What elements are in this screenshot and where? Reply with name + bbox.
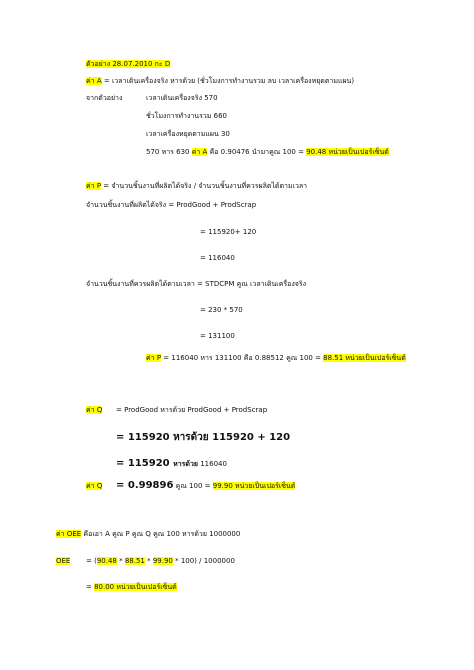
p-actual-formula: จำนวนชิ้นงานที่ผลิตได้จริง = ProdGood + ProdScrap	[86, 201, 257, 209]
a-planned-stop: เวลาเครื่องหยุดตามแผน 30	[146, 130, 230, 138]
q-step1: = 115920 หารด้วย 115920 + 120	[116, 432, 291, 443]
a-total-hours: ชั่วโมงการทำงานรวม 660	[146, 112, 227, 120]
oee-formula: = (90.48 * 88.51 * 99.90 * 100) / 1000000	[86, 557, 235, 565]
a-run-time: เวลาเดินเครื่องจริง 570	[146, 94, 218, 102]
a-label: ค่า A	[86, 77, 102, 85]
p-expected-step1: = 230 * 570	[200, 306, 243, 314]
a-calculation: 570 หาร 630 ค่า A คือ 0.90476 นำมาคูณ 100 = 90.48 หน่วยเป็นเปอร์เซ็นต์	[146, 148, 389, 156]
p-actual-step1: = 115920+ 120	[200, 228, 257, 236]
oee-result-line: = 80.00 หน่วยเป็นเปอร์เซ็นต์	[86, 583, 177, 591]
oee-label: OEE	[56, 557, 71, 565]
oee-a-value: 90.48	[96, 557, 117, 565]
p-calc-label: ค่า P	[146, 354, 162, 362]
a-from-example: จากตัวอย่าง	[86, 94, 123, 102]
p-actual-step2: = 116040	[200, 254, 235, 262]
p-calculation: ค่า P = 116040 หาร 131100 คือ 0.88512 คูณ 100 = 88.51 หน่วยเป็นเปอร์เซ็นต์	[146, 354, 406, 362]
q-calculation: = 0.99896 คูณ 100 = 99.90 หน่วยเป็นเปอร์เซ็นต์	[116, 480, 296, 491]
p-result: 88.51 หน่วยเป็นเปอร์เซ็นต์	[323, 354, 406, 362]
a-calc-label: ค่า A	[191, 148, 208, 156]
oee-label-line	[56, 558, 70, 565]
example-title: ตัวอย่าง 28.07.2010 กะ D	[86, 60, 171, 68]
q-definition-label	[86, 407, 102, 414]
p-expected-step2: = 131100	[200, 332, 235, 340]
oee-p-value: 88.51	[124, 557, 145, 565]
q-calc-label: ค่า Q	[86, 482, 103, 490]
q-label: ค่า Q	[86, 406, 103, 414]
p-expected-formula: จำนวนชิ้นงานที่ควรผลิตได้ตามเวลา = STDCPM คูณ เวลาเดินเครื่องจริง	[86, 280, 307, 288]
q-definition: = ProdGood หารด้วย ProdGood + ProdScrap	[116, 406, 268, 414]
oee-def-label: ค่า OEE	[56, 530, 82, 538]
a-result: 90.48 หน่วยเป็นเปอร์เซ็นต์	[306, 148, 389, 156]
p-definition: ค่า P = จำนวนชิ้นงานที่ผลิตได้จริง / จำนวนชิ้นงานที่ควรผลิตได้ตามเวลา	[86, 182, 308, 190]
oee-definition: ค่า OEE คือเอา A คูณ P คูณ Q คูณ 100 หารด้วย 1000000	[56, 530, 241, 538]
q-step2: = 115920 หารด้วย 116040	[116, 458, 227, 469]
oee-result: 80.00 หน่วยเป็นเปอร์เซ็นต์	[94, 583, 177, 591]
oee-q-value: 99.90	[152, 557, 173, 565]
a-definition: ค่า A = เวลาเดินเครื่องจริง หารด้วย (ชั่วโมงการทำงานรวม ลบ เวลาเครื่องหยุดตามแผน)	[86, 77, 355, 85]
q-result: 99.90 หน่วยเป็นเปอร์เซ็นต์	[212, 482, 296, 490]
p-label: ค่า P	[86, 182, 102, 190]
q-calc-label-line	[86, 483, 102, 490]
